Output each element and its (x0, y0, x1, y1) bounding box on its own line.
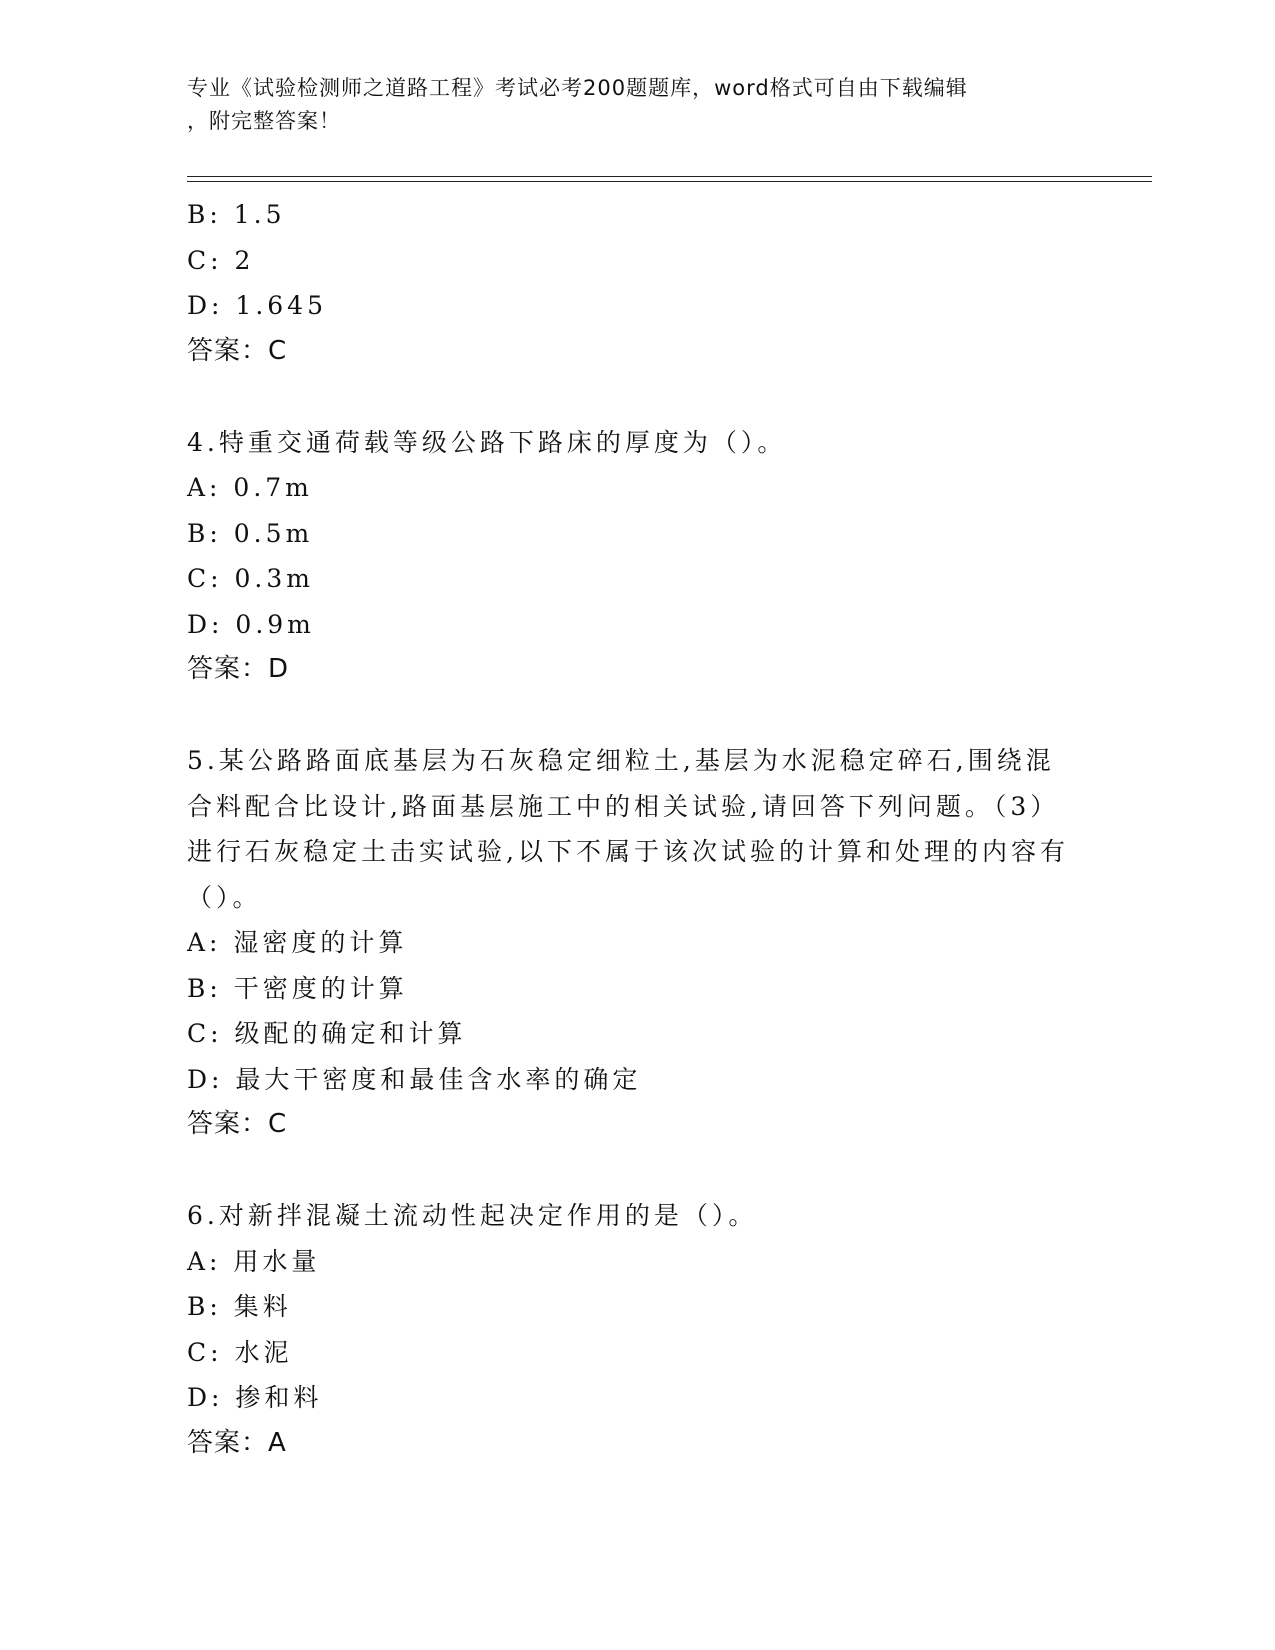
option-d: D: 最大干密度和最佳含水率的确定 (187, 1064, 642, 1094)
option-b: B: 集料 (187, 1292, 292, 1321)
answer-line: 答案：A (187, 1427, 287, 1458)
option-d: D: 掺和料 (187, 1383, 323, 1412)
question-list (187, 192, 1087, 1466)
option-a: A: 湿密度的计算 (187, 928, 408, 957)
question-text: 4.特重交通荷载等级公路下路床的厚度为（）。 (187, 427, 787, 457)
document-header (187, 72, 1067, 138)
question-4 (187, 420, 1087, 693)
header-title-line-2: ，附完整答案！ (187, 109, 341, 133)
spacer (187, 693, 1087, 739)
option-c: C: 水泥 (187, 1337, 293, 1367)
option-a: A: 用水量 (187, 1246, 321, 1276)
option-c: C: 级配的确定和计算 (187, 1019, 467, 1048)
option-c: C: 2 (187, 245, 255, 275)
option-b: B: 0.5m (187, 518, 314, 548)
question-text: 6.对新拌混凝土流动性起决定作用的是（）。 (187, 1201, 758, 1230)
header-divider-top (187, 176, 1152, 177)
option-c: C: 0.3m (187, 564, 314, 593)
option-b: B: 干密度的计算 (187, 973, 408, 1003)
question-3-continued (187, 192, 1087, 374)
spacer (187, 1148, 1087, 1194)
answer-line: 答案：D (187, 654, 290, 684)
question-5 (187, 738, 1087, 1148)
header-title-line-1: 专业《试验检测师之道路工程》考试必考200题题库，word格式可自由下载编辑 (187, 76, 968, 100)
spacer (187, 374, 1087, 420)
question-6 (187, 1193, 1087, 1466)
answer-line: 答案：C (187, 1109, 288, 1139)
answer-line: 答案：C (187, 335, 288, 366)
option-a: A: 0.7m (187, 473, 313, 502)
question-text-line-3: 进行石灰稳定土击实试验,以下不属于该次试验的计算和处理的内容有 (187, 837, 1069, 866)
option-b: B: 1.5 (187, 200, 286, 229)
header-divider-bottom (187, 181, 1152, 182)
option-d: D: 1.645 (187, 291, 327, 320)
option-d: D: 0.9m (187, 609, 315, 639)
question-text-line-2: 合料配合比设计,路面基层施工中的相关试验,请回答下列问题。（3） (187, 791, 1060, 821)
question-text-line-4: （）。 (187, 882, 262, 912)
question-text-line-1: 5.某公路路面底基层为石灰稳定细粒土,基层为水泥稳定碎石,围绕混 (187, 746, 1055, 775)
